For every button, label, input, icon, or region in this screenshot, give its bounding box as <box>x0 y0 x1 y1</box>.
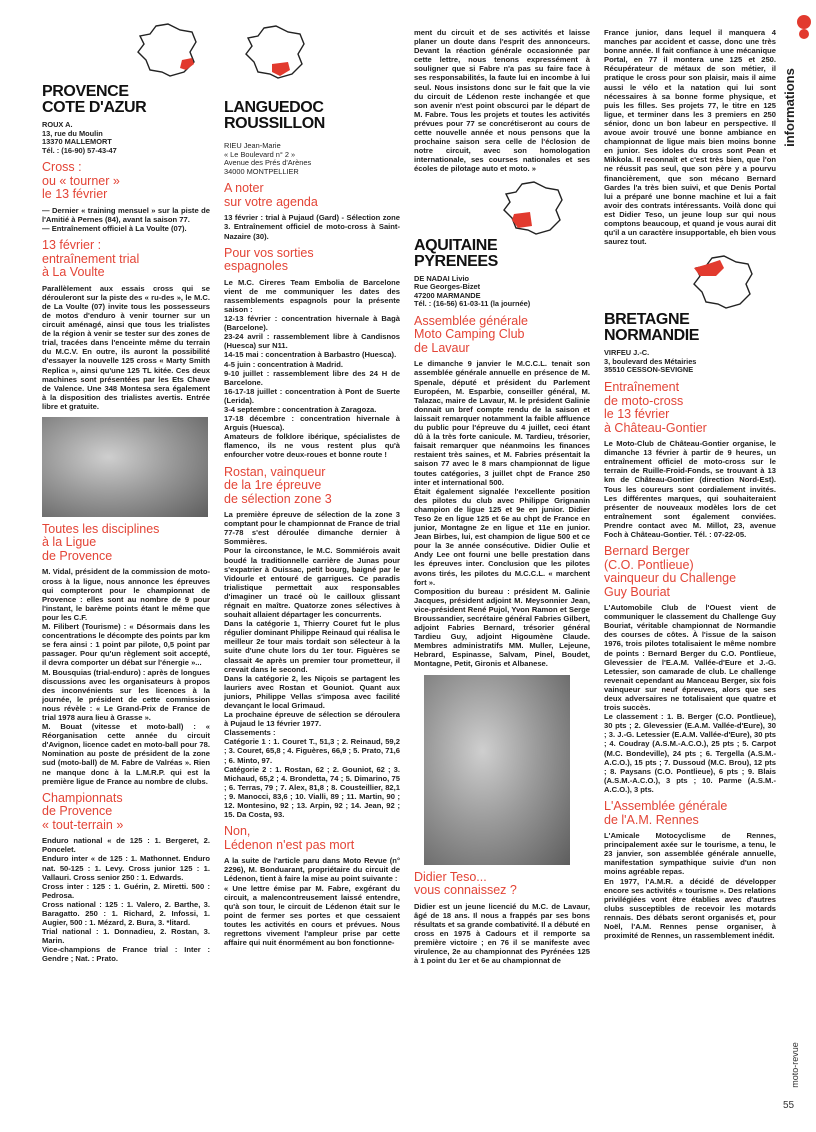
heading-didier-teso: Didier Teso... vous connaissez ? <box>414 869 517 898</box>
heading-chateau-gontier: Entraînement de moto-cross le 13 février à Château-Gontier <box>604 380 707 435</box>
article-ligue-de-provence: M. Vidal, président de la commission de moto-cross à la ligue, nous annonce les épreuves qui compteront pour le championnat de Provence : elles sont au nombre de 9 pour l'instant, le barème points étant le même que pour les C.F. M. Filibert (Tourisme) : « Désormais dans les concentrations le décompte des points par km se fera ainsi : 1 point par pilote, 0,5 point par passager. Pour qu'un règlement soit accepté, il devra comporter un débat sur l'énergie »... M. Bousquias (trial-enduro) : après de longues discussions avec les organisateurs à propos des inconvénients sur les licences à la journée, le président de cette commission nous révèle : « Le Grand-Prix de France de trial 1978 aura lieu à Grasse ». M. Bouat (vitesse et moto-ball) : « Réorganisation cette année du circuit d'Avignon, licence cadet en moto-ball pour 78. Nomination au poste de président de la zone sud (moto-ball) de M. Fabre de Valréas ». Rien ne manque donc à la L.M.R.P. qui est la première ligue de France au nombre de clubs. <box>42 567 210 786</box>
region-title-bretagne: BRETAGNE NORMANDIE <box>604 311 700 345</box>
france-map-aquitaine-icon <box>500 180 570 238</box>
correspondent-address-aquitaine: DE NADAI Livio Rue Georges-Bizet 47200 MARMANDE Tél. : (16-56) 61-03-11 (la journée) <box>414 273 531 309</box>
column-bretagne <box>604 28 776 1128</box>
article-sorties-espagnoles: Le M.C. Cireres Team Embolia de Barcelone vient de me communiquer les dates des rassemblements espagnols pour la présente saison : 12-13 février : concentration hivernale à Bagà (Barcelone). 23-24 avril : rassemblement libre à Candisnos (Huesca) sur N11. 14-15 mai : concentration à Barbastro (Huesca). 4-5 juin : concentration à Madrid. 9-10 juillet : rassemblement libre des 24 H de Barcelone. 16-17-18 juillet : concentration à Pont de Suerte (Lerida). 3-4 septembre : concentration à Zaragoza. 17-18 décembre : concentration hivernale à Arguis (Huesca). Amateurs de folklore ibérique, spécialistes de flamenco, ils ne vous restent plus qu'à enfourcher votre deux-roues et bonne route ! <box>224 277 400 460</box>
article-assemblee-mccl: Le dimanche 9 janvier le M.C.C.L. tenait son assemblée générale annuelle en présence de M. Spenale, député et président du Parlement Européen, M. Esparbie, conseiller général, M. Talazac, maire de Lavaur, M. le président Galinie donnait un bref compte rendu de la saison et laissait remarquer notamment la faible affluence du public pour l'épreuve du 4 juillet, ceci étant dû à la très forte canicule. M. Tardieu, trésorier, faisait remarquer que néanmoins les finances restaient très saines, et M. Fabries présentait la saison 77 avec le 8 mars championnat de ligue toutes catégories, 3 juillet chpt de France 250 inter et international 500. Était également signalée l'excellente position des pilotes du club avec Philippe Grignanin champion de ligue 125 et 9e en junior. Didier Teso 2e en ligue 125 et 6e au chpt de France en junior, Montagne 2e en ligue et 11e en junior. Jean Birbes, lui, est champion de ligue 500 et ce pour la 3e année consécutive. Didier Oulie et Andy Lee ont fourni une belle prestation dans les épreuves inter. Conclusion que les pilotes avons tirés, les pilotes du M.C.C.L. « marchent fort ». Composition du bureau : président M. Galinie Jacques, président adjoint M. Meysonnier Jean, vice-président René Pujol, Yvon Ramon et Serge Broussandier, secrétaire général Fabries Gilbert, adjoint Fabries Bernard, trésorier général Tardieu Guy, adjoint Higoumène Claude. Membres administratifs MM. Muller, Lejeune, Hebrard, Espinasse, Salvam, Pinel, Boudet, Montagne, Petit, Gironis et Albanese. <box>414 359 590 669</box>
heading-championnats-de-provence: Championnats de Provence « tout-terrain » <box>42 790 124 832</box>
region-title-provence: PROVENCE COTE D'AZUR <box>42 83 147 116</box>
correspondent-address-languedoc: RIEU Jean-Marie « Le Boulevard n° 2 » Avenue des Prés d'Arènes 34000 MONTPELLIER <box>224 141 312 176</box>
section-label: informations <box>781 68 797 147</box>
photo-didier-teso <box>424 675 570 865</box>
article-am-rennes: L'Amicale Motocyclisme de Rennes, principalement axée sur le tourisme, a tenu, le 23 janvier, son assemblée générale annuelle, manifestation sympathique suivie d'un non moins agréable repas. En 1977, l'A.M.R. a décidé de développer encore ses activités « tourisme ». Des relations privilégiées vont être établies avec d'autres clubs susceptibles de recevoir les motards rennais. Des débats seront organisés et, pour Noël, l'A.M. Rennes pense organiser, à proximité de Rennes, un rassemblement inédit. <box>604 831 776 941</box>
article-entrainement-trial: Parallèlement aux essais cross qui se dérouleront sur la piste des « ru-des », le M.C. de La Voulte (07) invite tous les possesseurs de motos d'enduro à venir tourner sur un circuit aménagé, ainsi que tous les trialistes de la région à venir se tester sur des zones de trial, tracées dans l'enceinte même du terrain du M.C.V. En outre, ils auront la possibilité d'essayer la nouvelle 125 cross « Marty Smith Replica », ainsi qu'une 125 TL kitée. Ces deux machines sont présentées par les Ets Chave de Valence. Une 348 Montesa sera également à la disposition des trialistes avertis. Entrée libre et gratuite. <box>42 283 210 411</box>
region-title-aquitaine: AQUITAINE PYRENEES <box>414 236 498 270</box>
article-cross-13-fevrier: — Dernier « training mensuel » sur la piste de l'Amitié à Pernes (84), avant la saison 77. — Entraînement officiel à La Voulte (07). <box>42 205 210 234</box>
article-chateau-gontier: Le Moto-Club de Château-Gontier organise, le dimanche 13 février à partir de 9 heures, un entraînement officiel de moto-cross sur le terrain de Ruille-Froid-Fonds, se trouvant à 13 km de Château-Gontier (direction Nord-Est). Tous les coureurs sont cordialement invités. Les différentes marques, qui souhaiteraient présenter de nouveaux modèles lors de cet entraînement sont également conviées. Prendre contact avec M. Millot, 23, avenue Foch à Château-Gontier. Tél. : 07-22-05. <box>604 439 776 539</box>
region-title-languedoc: LANGUEDOC ROUSSILLON <box>224 99 325 132</box>
article-bernard-berger: L'Automobile Club de l'Ouest vient de communiquer le classement du Challenge Guy Bouriat, véritable championnat de Normandie des courses de côtes. À l'issue de la saison 1976, trois pilotes totalisaient le même nombre de points : Bernard Berger du C.O. Pontlieue, Glevessier de l'E.A.M. Vallée-d'Eure et J.-G. Letessier, son camarade de club. Le challenge revenait cependant au Manceau Berger, six fois vainqueur sur neuf épreuves, alors que ses deux adversaires ne totalisaient que quatre et trois succès. Le classement : 1. B. Berger (C.O. Pontlieue), 30 pts ; 2. Glevessier (E.A.M. Vallée-d'Eure), 30 ; 3. J.-G. Letessier (E.A.M. Vallée-d'Eure), 30 pts ; 4. Coudray (A.S.M.-A.C.O.), 25 pts ; 5. Carpot (M.C. Bondeville), 24 pts ; 6. Tergella (A.S.M.-A.C.O.), 15 pts ; 7. Dussoud (M.C. Brou), 12 pts ; 8. Paysans (C.O. Pontlieue), 6 pts ; 9. Blais (A.S.M.-A.C.O.), 3 pts ; 10. Parme (A.S.M.-A.C.O.), 3 pts. <box>604 603 776 794</box>
heading-sorties-espagnoles: Pour vos sorties espagnoles <box>224 245 314 274</box>
article-didier-teso: Didier est un jeune licencié du M.C. de Lavaur, âgé de 18 ans. Il nous a frappés par ses bons résultats et sa grande combativité. Il a débuté en cross en 1975 à Cadours et il remporte sa première victoire ; en 76 il se manifeste avec virulence, 2e au championnat des Pyrénées 125 à 1 point du 1er et 6e au championnat de <box>414 901 590 966</box>
column-provence <box>42 14 210 1114</box>
article-didier-teso-continued: France junior, dans lequel il manquera 4 manches par accident et casse, donc une très bonne année. Il fait confiance à une mécanique Portal, en 77 il montera une 125 et 250. Récupérateur de métaux de son métier, il pratique le cross pour son plaisir, mais il aime aussi le vélo et la natation qui lui sont nécessaires à sa bonne forme physique, et puis les filles. Ses projets 77, le titre en 125 ligue, et terminer dans les 3 premiers en 250 sénior, donc un bon labeur en perspective. Il avoue avoir trouvé une bonne ambiance en championnat de ligue mais bien moins bonne en junior. Ses idoles du cross sont Pean et Mikkola. Il reconnaît et c'est très bien, que l'on ne réussit pas seul, que son père y a pourvu financièrement, que son mécano Bernard Gardes l'a très bien suivi, et que Denis Portal lui a préparé une bonne machine et lui a fait avoir des contrats intéressants. Voilà donc qui est Didier Teso, un jeune loup sur qui nous comptons beaucoup, et quand je vous aurai dit qu'il a un caractère insupportable, eh bien vous saurez tout. <box>604 28 776 247</box>
page-number: 55 <box>783 1100 795 1111</box>
france-map-bretagne-icon <box>690 254 760 312</box>
heading-toutes-les-disciplines: Toutes les disciplines à la Ligue de Provence <box>42 521 160 563</box>
article-a-noter: 13 février : trial à Pujaud (Gard) - Sélection zone 3. Entraînement officiel de moto-cross à Saint-Nazaire (30). <box>224 213 400 241</box>
footer-magazine <box>790 1040 810 1100</box>
correspondent-address-bretagne: VIRFEU J.-C. 3, boulevard des Métairies 35510 CESSON-SEVIGNE <box>604 348 697 375</box>
france-map-provence-icon <box>134 22 204 80</box>
column-languedoc <box>224 14 400 1114</box>
correspondent-address-provence: ROUX A. 13, rue du Moulin 13370 MALLEMORT Tél. : (16-90) 57-43-47 <box>42 120 117 155</box>
photo-trial-rider <box>42 417 208 517</box>
magazine-name: moto-revue <box>789 1042 800 1088</box>
heading-rostan-vainqueur: Rostan, vainqueur de la 1re épreuve de sélection zone 3 <box>224 464 332 506</box>
heading-a-noter: A noter sur votre agenda <box>224 181 318 209</box>
section-tab <box>781 50 814 180</box>
heading-cross-13-fevrier: Cross : ou « tourner » le 13 février <box>42 160 120 202</box>
heading-bernard-berger: Bernard Berger (C.O. Pontlieue) vainqueur du Challenge Guy Bouriat <box>604 544 737 599</box>
heading-ledenon: Non, Lédenon n'est pas mort <box>224 824 355 852</box>
article-rostan-vainqueur: La première épreuve de sélection de la zone 3 comptant pour le championnat de France de trial 77-78 s'est déroulée dimanche dernier à Sommières. Pour la circonstance, le M.C. Sommiérois avait boudé la traditionnelle carrière de Junas pour s'expatrier à Ouissac, petit bourg, baigné par le Vidourle et entouré de garrigues. Ce paradis trialistique permettait aux responsables d'imaginer un tracé où le cailloux glissant régnait en maître. Quatorze zones sélectives à souhait allaient départager les concurrents. Dans la catégorie 1, Thierry Couret fut le plus régulier dominant Philippe Reinaud qui réalisa le meilleur 2e tour mais tordait son sélecteur à la suite d'une chute lors du 1er tour. Figuères se classait 4e après un premier tour prometteur, il crevait dans le second. Dans la catégorie 2, les Niçois se partagent les lauriers avec Rostan et Gouniot. Quant aux juniors, Philippe Vellas s'imposa avec facilité devançant le local Grimaud. La prochaine épreuve de sélection se déroulera à Pujaud le 13 février 1977. Classements : Catégorie 1 : 1. Couret T., 51,3 ; 2. Reinaud, 59,2 ; 3. Couret, 65,8 ; 4. Figuères, 66,9 ; 5. Prato, 71,6 ; 6. Minto, 97. Catégorie 2 : 1. Rostan, 62 ; 2. Gouniot, 62 ; 3. Michaud, 65,2 ; 4. Brondetta, 74 ; 5. Dimarino, 75 ; 6. Terras, 79 ; 7. Alex, 81,8 ; 8. Cousteillier, 82,1 ; 9. Manocci, 83,6 ; 10. Vialli, 89 ; 11. Martin, 90 ; 12. Montesino, 92 ; 13. Arpin, 92 ; 14. Jean, 92 ; 15. Da Costa, 93. <box>224 510 400 820</box>
heading-am-rennes: L'Assemblée générale de l'A.M. Rennes <box>604 799 728 827</box>
article-ledenon-continued: ment du circuit et de ses activités et laisse planer un doute dans l'esprit des annonceurs. Devant la réaction générale occasionnée par cette lettre, nous tenons expressément à souligner que si Fabre n'a pas su faire face à ses responsabilités, la faute lui en incombe à lui seul. Nous insistons donc sur le fait que la vie du circuit de Lédenon reste inchangée et que son avenir n'est point obscurci par le départ de M. Fabre. Tous les projets et toutes les activités prévues pour 77 se concrétiseront au cours de cette nouvelle année et nous pensons que la prochaine saison sera celle de l'éclosion de notre circuit, avec son homologation internationale, ses courses nationales et ses écoles de pilotage auto et moto. » <box>414 28 590 174</box>
results-championnats-provence: Enduro national « de 125 : 1. Bergeret, 2. Poncelet. Enduro inter « de 125 : 1. Mathonnet. Enduro nat. 50-125 : 1. Levy. Cross junior 125 : 1. Vallauri. Cross senior 250 : 1. Edwards. Cross inter : 125 : 1. Guérin, 2. Miretti. 500 : Pedrosa. Cross national : 125 : 1. Valero, 2. Barthe, 3. Baragatto. 250 : 1. Richard, 2. Infossi, 1. Augier, 500 : 1. Mézard, 2. Bura, 3. *litard. Trial national : 1. Donnadieu, 2. Rostan, 3. Marin. Vice-champions de France trial : Inter : Gendre ; Nat. : Prato. <box>42 836 210 964</box>
article-ledenon: A la suite de l'article paru dans Moto Revue (n° 2296), M. Bonduarant, propriétaire du circuit de Lédenon, tient à faire la mise au point suivante : « Une lettre émise par M. Fabre, exgérant du circuit, a malencontreusement laissé entendre, qu'à son tour, le circuit de Lédenon était sur le point de fermer ses portes et que cessaient toutes les activités en cours et prévues. Nous regrettons vivement l'ampleur prise par cette affaire qui nuit énormément au bon fonctionne- <box>224 856 400 948</box>
heading-assemblee-mccl: Assemblée générale Moto Camping Club de Lavaur <box>414 313 528 355</box>
france-map-languedoc-icon <box>242 24 312 82</box>
column-aquitaine <box>414 28 590 1128</box>
heading-entrainement-trial-la-voulte: 13 février : entraînement trial à La Voulte <box>42 238 140 280</box>
moto-revue-logo <box>795 12 813 42</box>
